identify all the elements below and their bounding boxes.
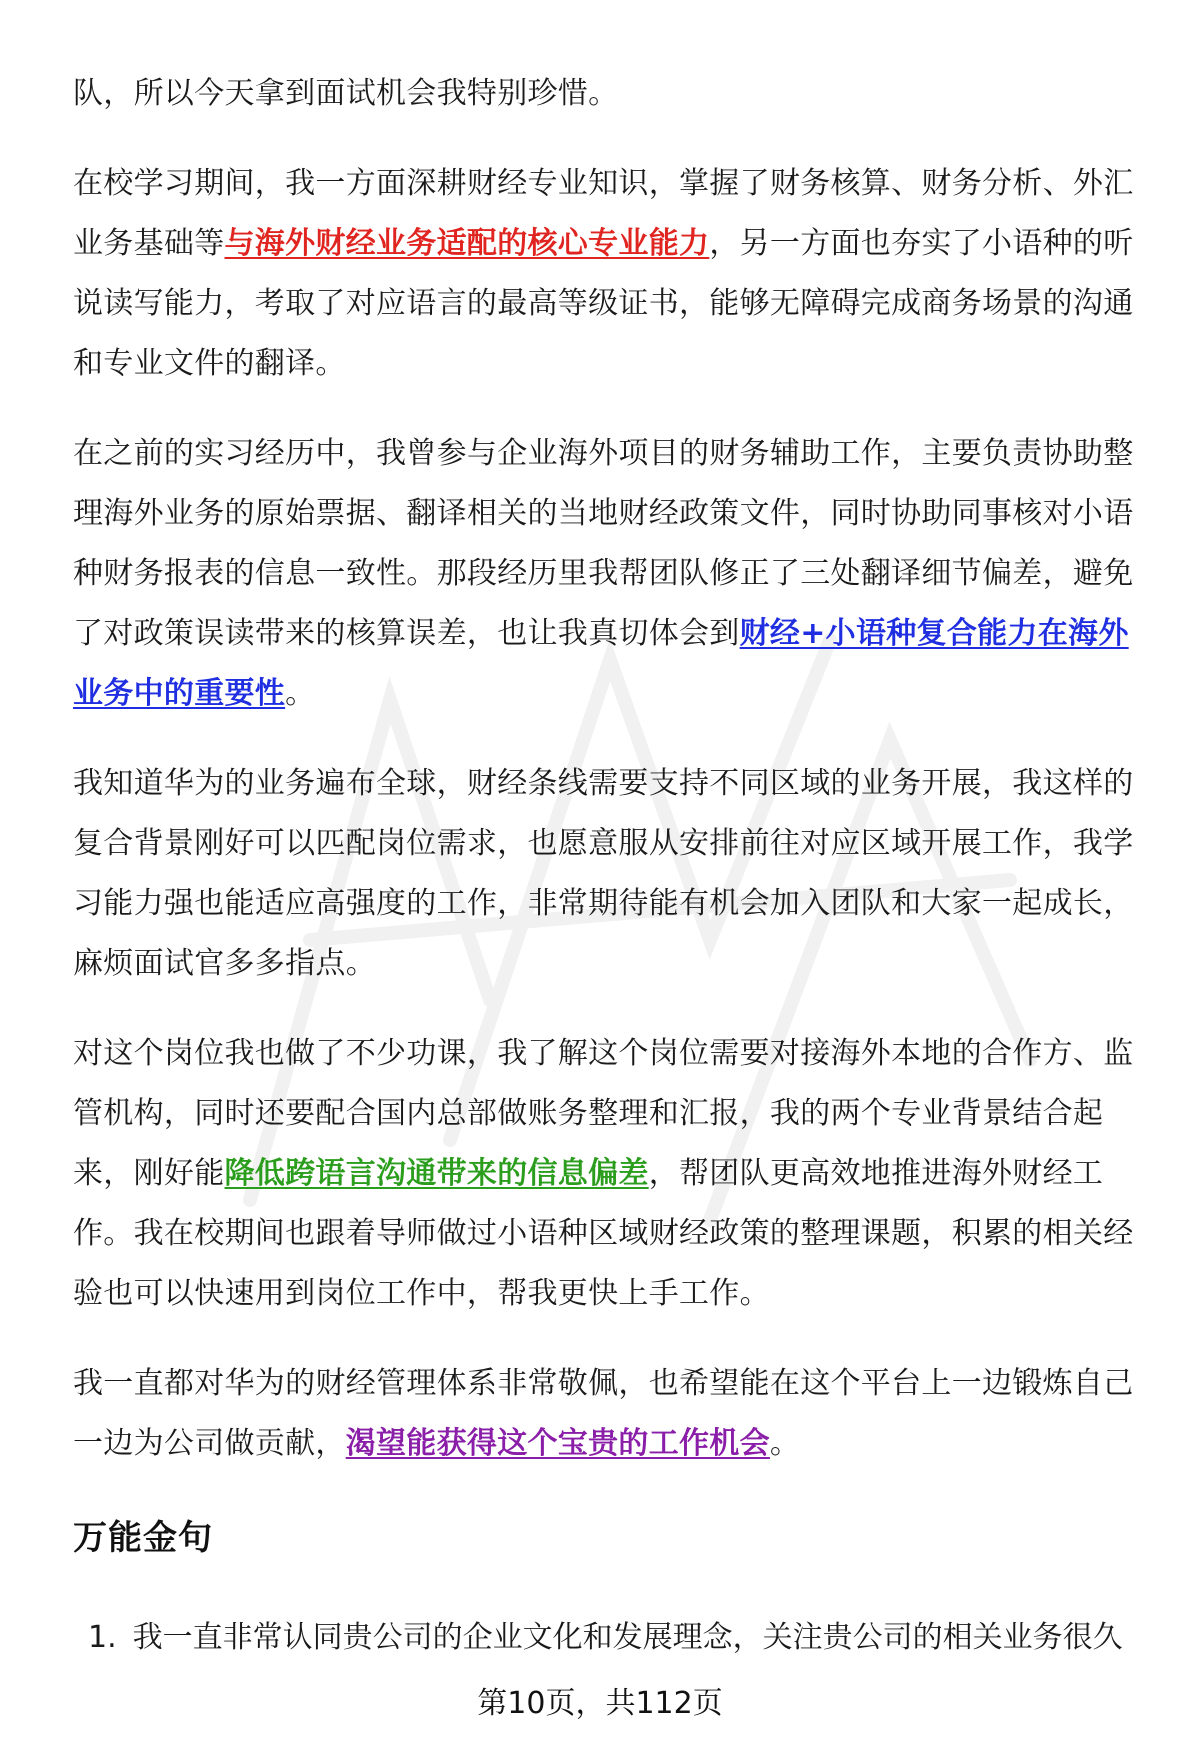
- paragraph-text: ，帮团队更高效地推进海外财经工作。我在校期间也跟着导师做过小语种区域财经政策的整理课题，积累的相关经验也可以快速用到岗位工作中，帮我更快上手工作。: [73, 1156, 1134, 1311]
- paragraph-text: 对这个岗位我也做了不少功课，我了解这个岗位需要对接海外本地的合作方、监管机构，同时还要配合国内总部做账务整理和汇报，我的两个专业背景结合起来，刚好能: [73, 1036, 1134, 1191]
- paragraph-text: 我知道华为的业务遍布全球，财经条线需要支持不同区域的业务开展，我这样的复合背景刚好可以匹配岗位需求，也愿意服从安排前往对应区域开展工作，我学习能力强也能适应高强度的工作，非常期待能有机会加入团队和大家一起成长，麻烦面试官多多指点。: [73, 766, 1134, 981]
- list-text: 我一直非常认同贵公司的企业文化和发展理念，关注贵公司的相关业务很久: [132, 1620, 1123, 1655]
- paragraph-text: 队，所以今天拿到面试机会我特别珍惜。: [73, 76, 619, 111]
- list-number: 1.: [88, 1620, 117, 1655]
- paragraph-text: 我一直都对华为的财经管理体系非常敬佩，也希望能在这个平台上一边锻炼自己一边为公司做贡献，: [73, 1366, 1134, 1461]
- paragraph-text: 。: [285, 676, 316, 711]
- highlight-text: 财经+小语种复合能力在海外业务中的重要性: [73, 616, 1129, 711]
- paragraph-text: ，另一方面也夯实了小语种的听说读写能力，考取了对应语言的最高等级证书，能够无障碍完成商务场景的沟通和专业文件的翻译。: [73, 226, 1134, 381]
- document-body: [73, 64, 1153, 1474]
- highlight-text: 渴望能获得这个宝贵的工作机会: [345, 1426, 770, 1461]
- paragraph: [73, 424, 1153, 724]
- paragraph: [73, 1354, 1153, 1474]
- paragraph: [73, 154, 1153, 394]
- paragraph: [73, 1024, 1153, 1324]
- highlight-text: 降低跨语言沟通带来的信息偏差: [224, 1156, 649, 1191]
- paragraph-text: 在校学习期间，我一方面深耕财经专业知识，掌握了财务核算、财务分析、外汇业务基础等: [73, 166, 1134, 261]
- list-item: [88, 1618, 1148, 1658]
- paragraph-text: 在之前的实习经历中，我曾参与企业海外项目的财务辅助工作，主要负责协助整理海外业务的原始票据、翻译相关的当地财经政策文件，同时协助同事核对小语种财务报表的信息一致性。那段经历里我帮团队修正了三处翻译细节偏差，避免了对政策误读带来的核算误差，也让我真切体会到: [73, 436, 1134, 651]
- paragraph-text: 。: [769, 1426, 801, 1461]
- page-footer: 第10页，共112页: [477, 1686, 723, 1721]
- highlight-text: 与海外财经业务适配的核心专业能力: [224, 226, 710, 261]
- paragraph: [73, 754, 1153, 994]
- section-title: 万能金句: [73, 1518, 213, 1558]
- paragraph: [73, 64, 1153, 124]
